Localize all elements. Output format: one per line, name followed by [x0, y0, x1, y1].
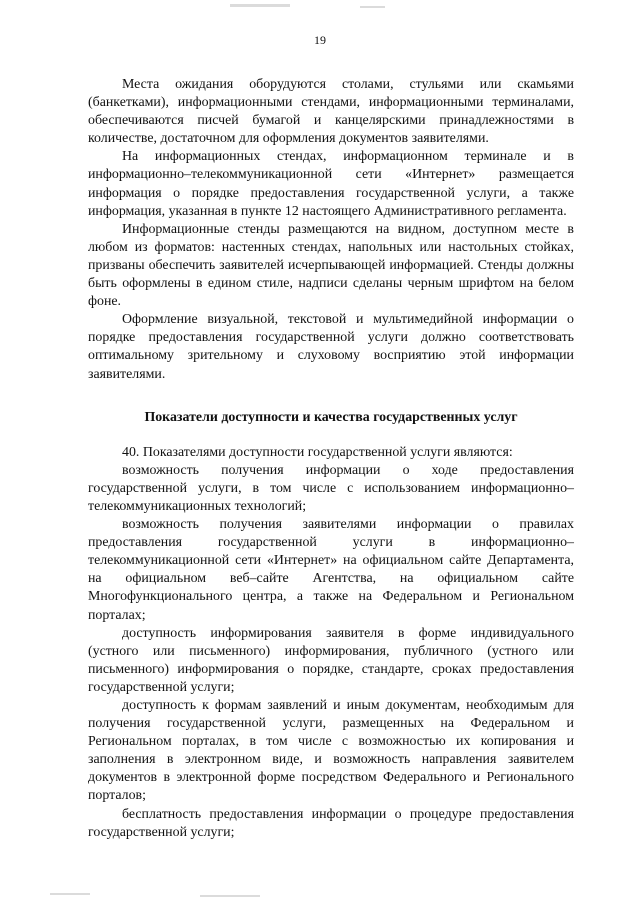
paragraph: доступность информирования заявителя в форме индивидуального (устного или письменного) информирования, публичного (устного или письменного) информирования о порядке, стандарте, сроках предоставления государственной услуги; [88, 625, 574, 695]
scan-artifact [360, 6, 385, 8]
paragraph: На информационных стендах, информационном терминале и в информационно–телекоммуникационной сети «Интернет» размещается информация о порядке предоставления государственной услуги, а также информация, указанная в пункте 12 настоящего Административного регламента. [88, 149, 574, 219]
page-number: 19 [314, 33, 326, 47]
document-body [88, 76, 574, 842]
paragraph: Информационные стенды размещаются на видном, доступном месте в любом из форматов: настенных стендах, напольных или настольных стойках, призваны обеспечить заявителей исчерпывающей информацией. Стенды должны быть оформлены в едином стиле, надписи сделаны черным шрифтом на белом фоне. [88, 221, 574, 310]
paragraph: возможность получения заявителями информации о правилах предоставления государственной услуги в информационно–телекоммуникационной сети «Интернет» на официальном сайте Департамента, на официальном веб–сайте Агентства, на официальном сайте Многофункционального центра, а также на Федеральном и Региональном порталах; [88, 517, 574, 623]
scan-artifact [230, 4, 290, 7]
paragraph: Оформление визуальной, текстовой и мультимедийной информации о порядке предоставления государственной услуги должно соответствовать оптимальному зрительному и слуховому восприятию этой информации заявителями. [88, 312, 574, 382]
section-heading: Показатели доступности и качества государственных услуг [144, 409, 518, 425]
paragraph: 40. Показателями доступности государственной услуги являются: [122, 444, 513, 460]
paragraph: возможность получения информации о ходе предоставления государственной услуги, в том числе с использованием информационно–телекоммуникационных технологий; [88, 462, 574, 514]
paragraph: Места ожидания оборудуются столами, стульями или скамьями (банкетками), информационными стендами, информационными терминалами, обеспечиваются писчей бумагой и канцелярскими принадлежностями в количестве, достаточном для оформления документов заявителями. [88, 77, 574, 147]
paragraph: доступность к формам заявлений и иным документам, необходимым для получения государственной услуги, размещенных на Федеральном и Региональном порталах, в том числе с возможностью их копирования и заполнения в электронном виде, и возможность направления заявителем документов в электронной форме посредством Федерального и Регионального порталов; [88, 698, 574, 804]
scan-artifact [50, 893, 90, 895]
scan-artifact [200, 895, 260, 897]
paragraph: бесплатность предоставления информации о процедуре предоставления государственной услуги; [88, 806, 574, 840]
